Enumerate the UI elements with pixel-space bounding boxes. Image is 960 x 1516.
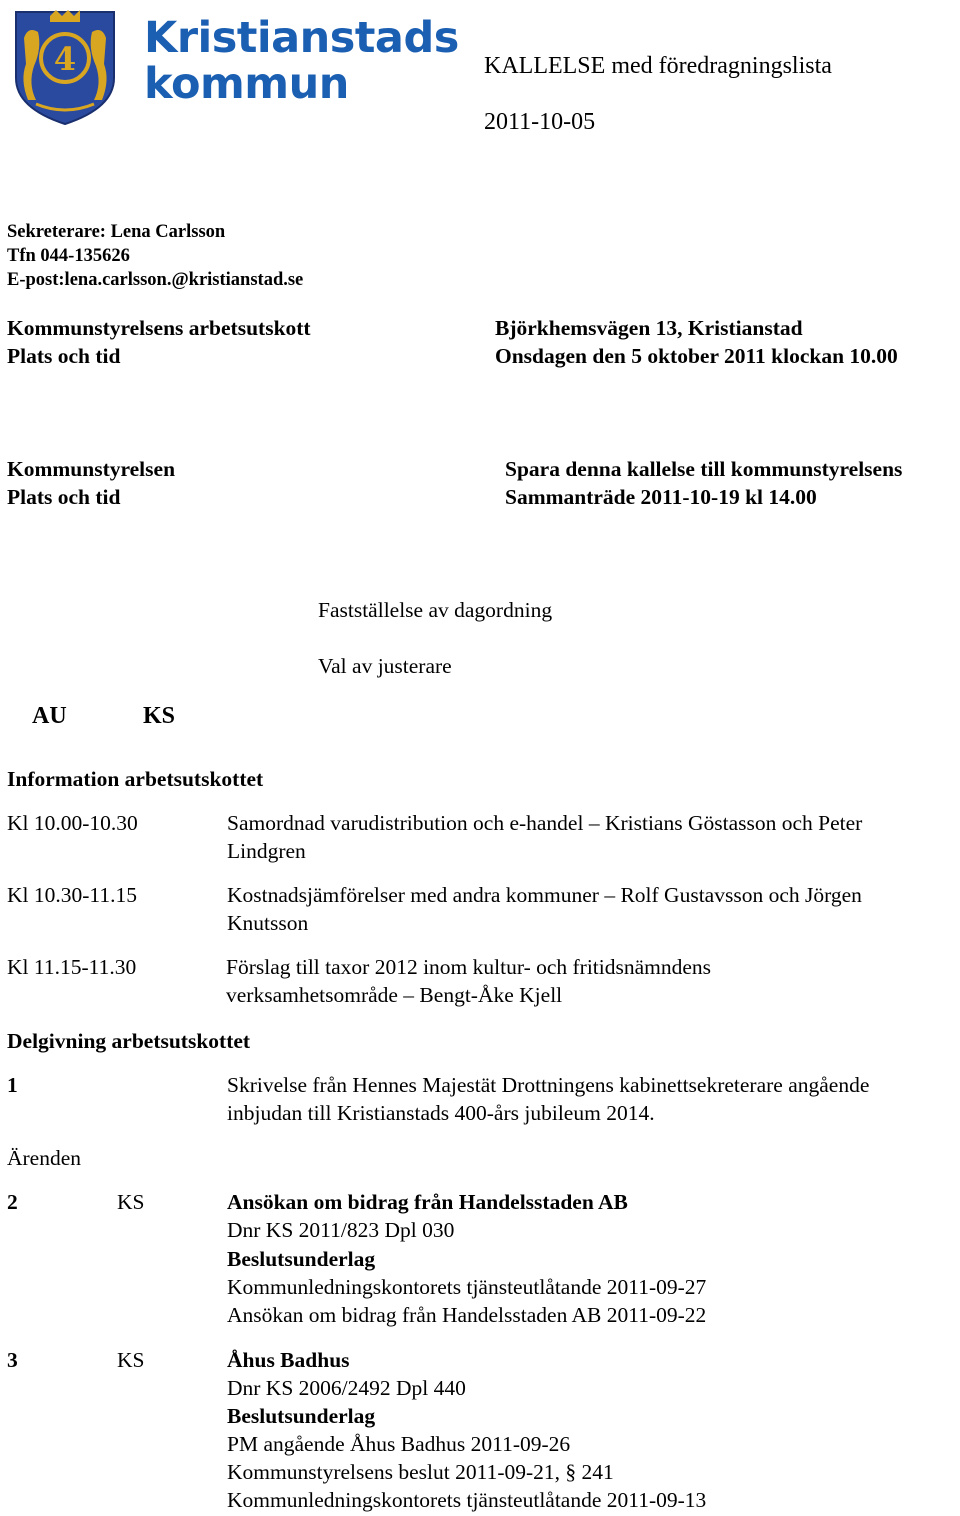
au-datetime: Onsdagen den 5 oktober 2011 klockan 10.00 <box>495 344 898 368</box>
arende-body-2: KS <box>117 1190 145 1214</box>
ks-place-time-label: Plats och tid <box>7 485 121 509</box>
logo-text-line1: Kristianstads <box>144 13 459 63</box>
arenden-heading: Ärenden <box>7 1146 82 1170</box>
column-au: AU <box>32 703 67 729</box>
column-ks: KS <box>143 703 176 729</box>
info-time-1: Kl 10.00-10.30 <box>7 811 138 835</box>
intro-item-agenda: Fastställelse av dagordning <box>318 598 553 622</box>
intro-item-adjusters: Val av justerare <box>318 654 452 678</box>
arende-doc-3-1: PM angående Åhus Badhus 2011-09-26 <box>227 1432 571 1456</box>
information-heading: Information arbetsutskottet <box>7 767 264 791</box>
arende-doc-2-2: Ansökan om bidrag från Handelsstaden AB 2011-09-22 <box>227 1303 707 1327</box>
arende-number-3: 3 <box>7 1348 18 1372</box>
info-text-2a: Kostnadsjämförelser med andra kommuner – Rolf Gustavsson och Jörgen <box>227 883 862 907</box>
arende-doc-2-1: Kommunledningskontorets tjänsteutlåtande 2011-09-27 <box>227 1275 707 1299</box>
info-text-1b: Lindgren <box>227 839 306 863</box>
delgivning-text-1a: Skrivelse från Hennes Majestät Drottningens kabinettsekreterare angående <box>227 1073 870 1097</box>
ks-note: Spara denna kallelse till kommunstyrelsens <box>505 457 903 481</box>
info-text-3b: verksamhetsområde – Bengt-Åke Kjell <box>226 983 563 1007</box>
info-text-1a: Samordnad varudistribution och e-handel – Kristians Göstasson och Peter <box>227 811 863 835</box>
au-label: Kommunstyrelsens arbetsutskott <box>7 316 311 340</box>
document-date: 2011-10-05 <box>484 109 596 135</box>
au-location: Björkhemsvägen 13, Kristianstad <box>495 316 803 340</box>
arende-dnr-3: Dnr KS 2006/2492 Dpl 440 <box>227 1376 466 1400</box>
ks-datetime: Sammanträde 2011-10-19 kl 14.00 <box>505 485 817 509</box>
municipality-logo <box>6 8 459 126</box>
arende-dnr-2: Dnr KS 2011/823 Dpl 030 <box>227 1218 455 1242</box>
arende-number-2: 2 <box>7 1190 18 1214</box>
arende-body-3: KS <box>117 1348 145 1372</box>
delgivning-heading: Delgivning arbetsutskottet <box>7 1029 251 1053</box>
arende-doc-3-3: Kommunledningskontorets tjänsteutlåtande 2011-09-13 <box>227 1488 707 1512</box>
secretary-phone: Tfn 044-135626 <box>7 246 130 266</box>
svg-text:4: 4 <box>53 40 77 78</box>
delgivning-text-1b: inbjudan till Kristianstads 400-års jubileum 2014. <box>227 1101 655 1125</box>
au-place-time-label: Plats och tid <box>7 344 121 368</box>
arende-title-2: Ansökan om bidrag från Handelsstaden AB <box>227 1190 628 1214</box>
document-title: KALLELSE med föredragningslista <box>484 53 832 79</box>
arende-title-3: Åhus Badhus <box>227 1348 350 1372</box>
arende-basis-label-2: Beslutsunderlag <box>227 1247 376 1271</box>
ks-label: Kommunstyrelsen <box>7 457 176 481</box>
delgivning-number-1: 1 <box>7 1073 18 1097</box>
info-text-2b: Knutsson <box>227 911 309 935</box>
info-time-2: Kl 10.30-11.15 <box>7 883 137 907</box>
arende-doc-3-2: Kommunstyrelsens beslut 2011-09-21, § 241 <box>227 1460 614 1484</box>
secretary-email: E-post:lena.carlsson.@kristianstad.se <box>7 270 304 290</box>
coat-of-arms-icon <box>6 8 124 126</box>
arende-basis-label-3: Beslutsunderlag <box>227 1404 376 1428</box>
logo-text-line2: kommun <box>144 59 349 109</box>
info-time-3: Kl 11.15-11.30 <box>7 955 137 979</box>
secretary-name: Sekreterare: Lena Carlsson <box>7 222 226 242</box>
info-text-3a: Förslag till taxor 2012 inom kultur- och fritidsnämndens <box>226 955 712 979</box>
